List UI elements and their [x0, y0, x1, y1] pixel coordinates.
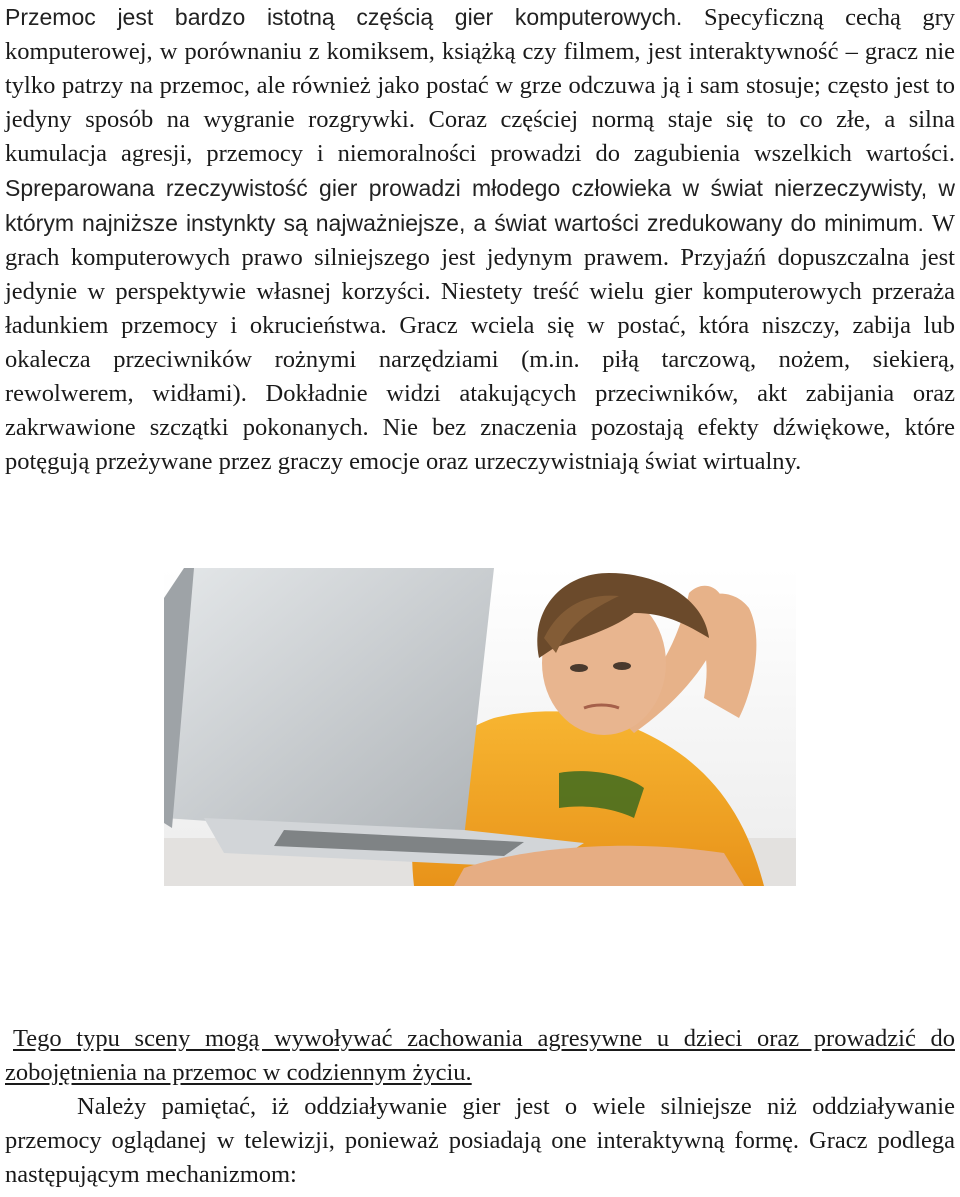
paragraph-sentence-2: Specyficzną cechą gry komputerowej, w porównaniu z komiksem, książką czy filmem, jest interaktywność – gracz nie tylko patrzy na przemoc, ale również jako postać w grze odczuwa ją i sam stosuje; często jest to jedyny sposób na wygranie rozgrywki.	[5, 4, 955, 133]
paragraph-sentence-1: Przemoc jest bardzo istotną częścią gier komputerowych.	[5, 4, 705, 30]
closing-paragraph-block	[5, 1090, 955, 1192]
paragraph-violence-in-games	[5, 0, 955, 479]
closing-paragraph: Należy pamiętać, iż oddziaływanie gier jest o wiele silniejsze niż oddziaływanie przemocy oglądanej w telewizji, ponieważ posiadają one interaktywną formę. Gracz podlega następującym mechanizmom:	[5, 1093, 955, 1188]
boy-at-laptop-photo	[164, 568, 796, 886]
underlined-paragraph	[5, 1022, 955, 1090]
underlined-paragraph-block	[5, 1022, 955, 1090]
paragraph-sentence-5: W grach komputerowych prawo silniejszego jest jedynym prawem. Przyjaźń dopuszczalna jest jedynie w perspektywie własnej korzyści. Niestety treść wielu gier komputerowych przeraża ładunkiem przemocy i okrucieństwa. Gracz wciela się w postać, która niszczy, zabija lub okalecza przeciwników rożnymi narzędziami (m.in. piłą tarczową, nożem, siekierą, rewolwerem, widłami). Dokładnie widzi atakujących przeciwników, akt zabijania oraz zakrwawione szczątki pokonanych. Nie bez znaczenia pozostają efekty dźwiękowe, które potęgują przeżywane przez graczy emocje oraz urzeczywistniają świat wirtualny.	[5, 210, 955, 475]
underlined-paragraph-text: Tego typu sceny mogą wywoływać zachowania agresywne u dzieci oraz prowadzić do zobojętnienia na przemoc w codziennym życiu.	[5, 1025, 955, 1086]
document-page	[5, 0, 955, 479]
paragraph-sentence-4: Spreparowana rzeczywistość gier prowadzi młodego człowieka w świat nierzeczywisty, w którym najniższe instynkty są najważniejsze, a świat wartości zredukowany do minimum.	[5, 175, 955, 236]
paragraph-sentence-3: Coraz częściej normą staje się to co złe, a silna kumulacja agresji, przemocy i niemoralności prowadzi do zagubienia wszelkich wartości.	[5, 106, 955, 167]
boy-at-laptop-illustration	[164, 568, 796, 886]
